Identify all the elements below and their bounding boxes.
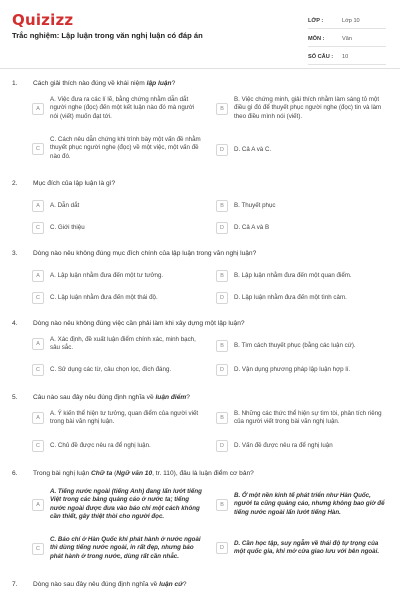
option-d[interactable] (216, 540, 386, 557)
option-text: C. Báo chí ở Hàn Quốc khi phát hành ở nước ngoài thì dùng tiếng nước ngoài, in rất đẹp, nhưng báo phát hành ở trong nước, dùng rất cần nhắc. (50, 536, 201, 560)
option-c[interactable] (32, 222, 204, 234)
question-number: 1. (12, 80, 18, 87)
option-letter: C (32, 143, 44, 155)
option-text: B. Ở một nền kinh tế phát triển như Hàn Quốc, người ta cũng quảng cáo, nhưng không bao giờ để tiếng nước ngoài lấn lướt tiếng Hàn. (234, 492, 385, 516)
option-letter: B (216, 499, 228, 511)
option-text: C. Chủ đề được nêu ra để nghị luận. (50, 441, 151, 449)
option-text: C. Cách nêu dẫn chứng khi trình bày một vấn đề nhằm thuyết phục người nghe (đọc) về một việc, một vấn đề nào đó. (50, 136, 201, 160)
option-text: A. Xác định, đề xuất luận điểm chính xác, minh bạch, sâu sắc. (50, 336, 196, 352)
option-a[interactable] (32, 96, 204, 121)
option-letter: B (216, 270, 228, 282)
option-letter: C (32, 543, 44, 555)
option-c[interactable] (32, 364, 204, 376)
option-d[interactable] (216, 364, 386, 376)
option-b[interactable] (216, 270, 386, 282)
option-text: B. Lập luận nhằm đưa đến một quan điểm. (234, 271, 352, 279)
option-letter: C (32, 292, 44, 304)
meta-label: MÔN : (308, 36, 325, 42)
question-number: 7. (12, 581, 18, 588)
option-letter: C (32, 222, 44, 234)
meta-label: SỐ CÂU : (308, 54, 334, 60)
option-b[interactable] (216, 96, 386, 121)
option-text: A. Dẫn dắt (50, 201, 80, 209)
option-letter: D (216, 440, 228, 452)
option-text: B. Thuyết phục (234, 201, 276, 209)
option-d[interactable] (216, 440, 386, 452)
question-text: Dòng nào nêu không đúng mục đích chính của lập luận trong văn nghị luận? (33, 250, 257, 257)
meta-value: Văn (342, 36, 352, 42)
option-letter: C (32, 440, 44, 452)
question-number: 4. (12, 320, 18, 327)
meta-panel (308, 14, 386, 68)
question-number: 5. (12, 394, 18, 401)
option-a[interactable] (32, 270, 204, 282)
option-text: C. Lập luận nhằm đưa đến một thái độ. (50, 293, 158, 301)
option-letter: A (32, 499, 44, 511)
meta-value: Lớp 10 (342, 18, 360, 24)
option-b[interactable] (216, 410, 386, 427)
option-text: C. Giới thiệu (50, 223, 85, 231)
option-text: D. Vấn đề được nêu ra để nghị luận (234, 441, 333, 449)
option-b[interactable] (216, 492, 386, 517)
option-letter: B (216, 412, 228, 424)
option-text: B. Việc chứng minh, giải thích nhằm làm sáng tỏ một điều gì đó để thuyết phục người nghe (đọc) tin và làm theo điều mình nói (viết). (234, 96, 382, 120)
question-text: Dòng nào sau đây nêu đúng định nghĩa về luận cứ? (33, 581, 187, 588)
option-text: D. Lập luận nhằm đưa đến một tình cảm. (234, 293, 347, 301)
option-d[interactable] (216, 144, 386, 156)
option-text: B. Những các thức thể hiện sự tìm tòi, phân tích riêng của người viết trong bài văn nghị luận. (234, 410, 382, 426)
option-c[interactable] (32, 440, 204, 452)
option-c[interactable] (32, 136, 204, 161)
option-letter: C (32, 364, 44, 376)
option-letter: D (216, 292, 228, 304)
option-letter: A (32, 103, 44, 115)
option-b[interactable] (216, 340, 386, 352)
option-text: A. Ý kiến thể hiện tư tưởng, quan điểm của người viết trong bài văn nghị luận. (50, 410, 199, 426)
question-text: Trong bài nghị luận Chữ ta (Ngữ văn 10, tr. 110), đâu là luận điểm cơ bản? (33, 470, 254, 477)
option-c[interactable] (32, 292, 204, 304)
question-number: 2. (12, 180, 18, 187)
option-d[interactable] (216, 222, 386, 234)
option-text: D. Vận dụng phương pháp lập luận hợp lí. (234, 365, 351, 373)
option-letter: D (216, 364, 228, 376)
quizizz-logo: Quizizz (12, 11, 74, 29)
option-d[interactable] (216, 292, 386, 304)
option-letter: D (216, 144, 228, 156)
question-text: Câu nào sau đây nêu đúng định nghĩa về luận điểm? (33, 394, 190, 401)
option-text: A. Tiếng nước ngoài (tiếng Anh) đang lấn lướt tiếng Việt trong các bảng quảng cáo ở nước ta; tiếng nước ngoài được đưa vào báo chí một cách không cần thiết, gây thiệt thòi cho người đọc. (50, 488, 202, 521)
question-text: Mục đích của lập luận là gì? (33, 180, 116, 187)
option-letter: D (216, 222, 228, 234)
option-text: D. Cả A và B (234, 223, 270, 231)
option-a[interactable] (32, 410, 204, 427)
question-text: Cách giải thích nào đúng về khái niệm lập luận? (33, 80, 176, 87)
header-divider (0, 68, 400, 69)
meta-value: 10 (342, 54, 349, 60)
option-a[interactable] (32, 336, 204, 353)
question-text: Dòng nào nêu không đúng việc cần phải làm khi xây dựng một lập luận? (33, 320, 245, 327)
option-letter: A (32, 338, 44, 350)
meta-label: LỚP : (308, 18, 324, 24)
option-letter: B (216, 103, 228, 115)
option-letter: A (32, 412, 44, 424)
option-a[interactable] (32, 200, 204, 212)
question-number: 6. (12, 470, 18, 477)
option-letter: B (216, 200, 228, 212)
worksheet-header (0, 0, 400, 66)
option-letter: D (216, 542, 228, 554)
option-letter: A (32, 270, 44, 282)
worksheet-title: Trắc nghiệm: Lập luận trong văn nghị luận có đáp án (12, 31, 203, 40)
option-text: D. Cả A và C. (234, 145, 272, 153)
option-c[interactable] (32, 536, 204, 561)
option-text: C. Sử dụng các từ, câu chọn lọc, đích đáng. (50, 365, 172, 373)
meta-row-count (308, 50, 386, 65)
meta-row-subject (308, 32, 386, 47)
option-text: A. Lập luận nhằm đưa đến một tư tưởng. (50, 271, 164, 279)
option-text: B. Tìm cách thuyết phục (bằng các luận cứ). (234, 341, 356, 349)
meta-row-grade (308, 14, 386, 29)
option-letter: B (216, 340, 228, 352)
option-a[interactable] (32, 488, 204, 521)
option-b[interactable] (216, 200, 386, 212)
option-text: D. Cần học tập, suy ngẫm về thái độ tự trọng của một quốc gia, khi mở cửa giao lưu với bên ngoài. (234, 540, 380, 556)
question-number: 3. (12, 250, 18, 257)
option-letter: A (32, 200, 44, 212)
option-text: A. Việc đưa ra các lí lẽ, bằng chứng nhằm dẫn dắt người nghe (đọc) đến một kết luận nào đó mà người nói (viết) muốn đạt tới. (50, 96, 195, 120)
